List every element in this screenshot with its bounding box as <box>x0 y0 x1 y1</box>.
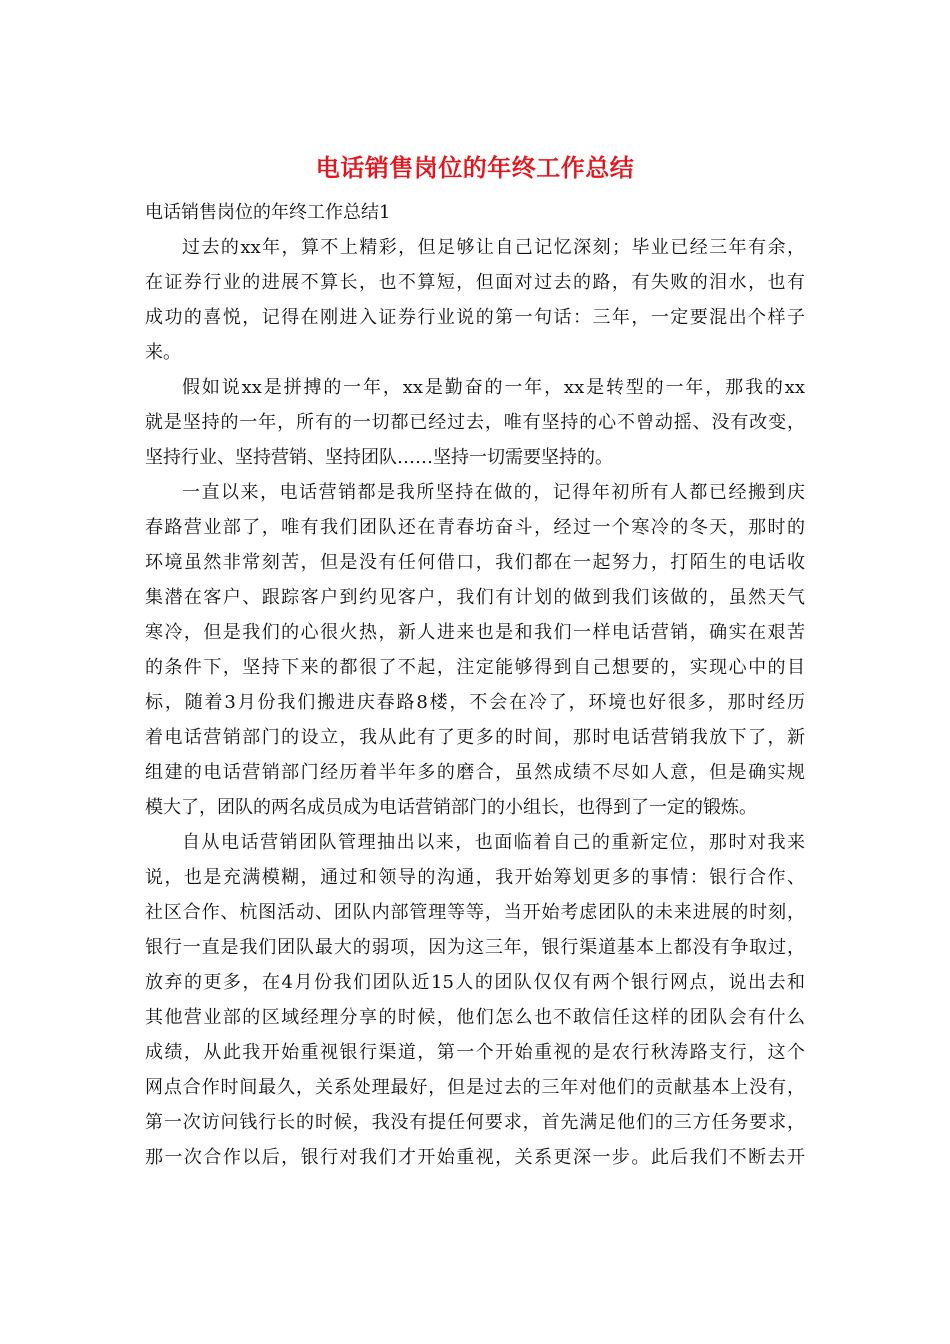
paragraph <box>145 370 805 475</box>
paragraph-line: 在证券行业的进展不算长，也不算短，但面对过去的路，有失败的泪水，也有 <box>145 272 805 293</box>
paragraph-line: 那一次合作以后，银行对我们才开始重视，关系更深一步。此后我们不断去开 <box>145 1147 805 1168</box>
paragraph <box>145 475 805 825</box>
paragraph-line: 成功的喜悦，记得在刚进入证券行业说的第一句话：三年，一定要混出个样子 <box>145 307 805 328</box>
paragraph-line: 假如说xx是拼搏的一年，xx是勤奋的一年，xx是转型的一年，那我的xx <box>182 377 805 398</box>
paragraph-line: 第一次访问钱行长的时候，我没有提任何要求，首先满足他们的三方任务要求， <box>145 1112 805 1133</box>
document-title: 电话销售岗位的年终工作总结 <box>315 154 635 182</box>
paragraph-line: 社区合作、杭图活动、团队内部管理等等，当开始考虑团队的未来进展的时刻， <box>145 902 805 923</box>
paragraph-line: 一直以来，电话营销都是我所坚持在做的，记得年初所有人都已经搬到庆 <box>182 482 805 503</box>
paragraph-line: 着电话营销部门的设立，我从此有了更多的时间，那时电话营销我放下了，新 <box>145 727 805 748</box>
paragraph-line: 就是坚持的一年，所有的一切都已经过去，唯有坚持的心不曾动摇、没有改变， <box>145 412 805 433</box>
paragraph-line: 坚持行业、坚持营销、坚持团队……坚持一切需要坚持的。 <box>145 447 613 468</box>
paragraph-line: 过去的xx年，算不上精彩，但足够让自己记忆深刻；毕业已经三年有余， <box>182 237 805 258</box>
paragraph-line: 银行一直是我们团队最大的弱项，因为这三年，银行渠道基本上都没有争取过， <box>145 937 805 958</box>
paragraph-line: 其他营业部的区域经理分享的时候，他们怎么也不敢信任这样的团队会有什么 <box>145 1007 805 1028</box>
section-heading: 电话销售岗位的年终工作总结1 <box>145 202 391 223</box>
paragraph-line: 寒冷，但是我们的心很火热，新人进来也是和我们一样电话营销，确实在艰苦 <box>145 622 805 643</box>
paragraph-line: 来。 <box>145 342 181 363</box>
paragraph-line: 自从电话营销团队管理抽出以来，也面临着自己的重新定位，那时对我来 <box>182 832 805 853</box>
paragraph-line: 放弃的更多，在4月份我们团队近15人的团队仅仅有两个银行网点，说出去和 <box>145 972 805 993</box>
paragraph-line: 网点合作时间最久，关系处理最好，但是过去的三年对他们的贡献基本上没有， <box>145 1077 805 1098</box>
paragraph-line: 模大了，团队的两名成员成为电话营销部门的小组长，也得到了一定的锻炼。 <box>145 797 757 818</box>
paragraph <box>145 230 805 370</box>
paragraph-line: 春路营业部了，唯有我们团队还在青春坊奋斗，经过一个寒冷的冬天，那时的 <box>145 517 805 538</box>
paragraph-line: 说，也是充满模糊，通过和领导的沟通，我开始筹划更多的事情：银行合作、 <box>145 867 805 888</box>
paragraph-line: 成绩，从此我开始重视银行渠道，第一个开始重视的是农行秋涛路支行，这个 <box>145 1042 805 1063</box>
paragraph-line: 标，随着3月份我们搬进庆春路8楼，不会在冷了，环境也好很多，那时经历 <box>145 692 805 713</box>
paragraph-line: 组建的电话营销部门经历着半年多的磨合，虽然成绩不尽如人意，但是确实规 <box>145 762 805 783</box>
paragraph-line: 的条件下，坚持下来的都很了不起，注定能够得到自己想要的，实现心中的目 <box>145 657 805 678</box>
paragraph-line: 集潜在客户、跟踪客户到约见客户，我们有计划的做到我们该做的，虽然天气 <box>145 587 805 608</box>
paragraph-list <box>145 230 805 1175</box>
paragraph-line: 环境虽然非常刻苦，但是没有任何借口，我们都在一起努力，打陌生的电话收 <box>145 552 805 573</box>
document-body <box>145 195 805 1175</box>
paragraph <box>145 825 805 1175</box>
